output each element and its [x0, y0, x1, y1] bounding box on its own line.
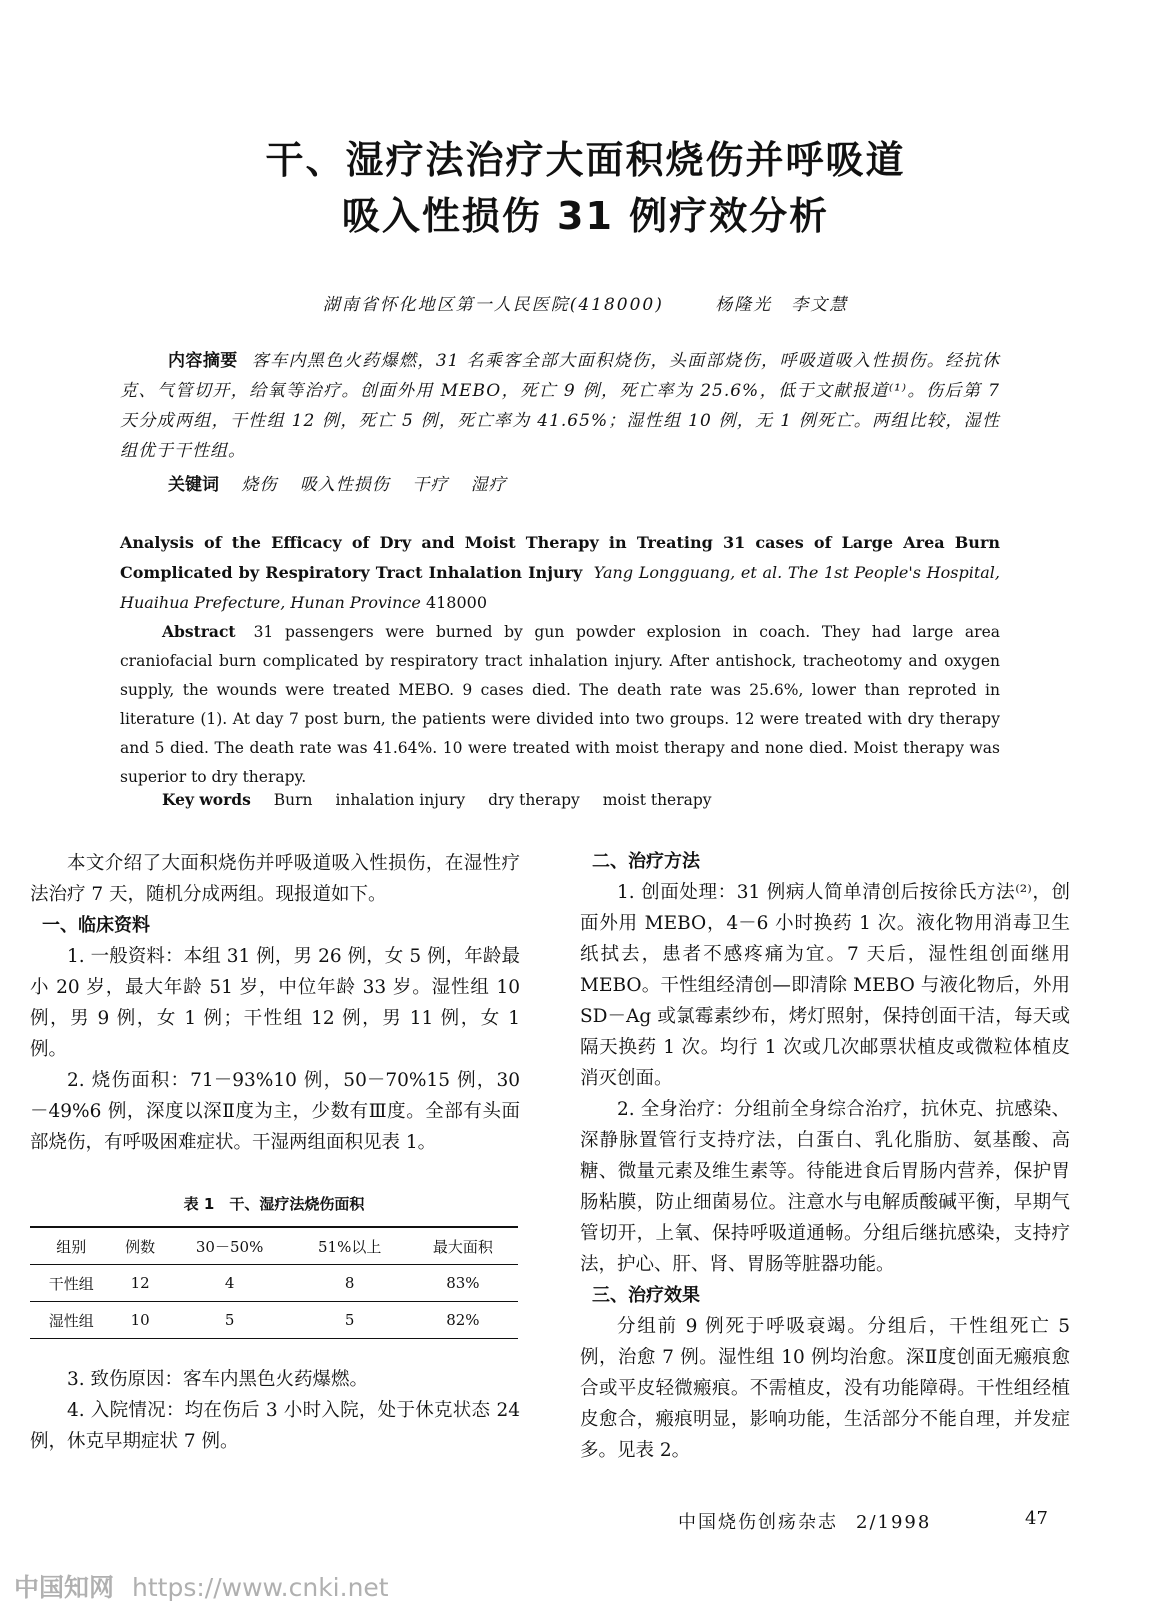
cnki-watermark [14, 1568, 389, 1604]
section-heading-results: 三、治疗效果 [592, 1285, 700, 1306]
page-number: 47 [1025, 1508, 1048, 1529]
cn-keyword: 干疗 [412, 475, 449, 495]
english-title: Analysis of the Efficacy of Dry and Moist Therapy in Treating 31 cases of Large Area Burn Complicated by Respiratory Tract Inhalation Injury [120, 533, 1000, 582]
cnki-logo: 中国知网 [14, 1573, 115, 1602]
author-names: 杨隆光 李文慧 [715, 295, 849, 315]
table-header-cell: 例数 [125, 1237, 156, 1256]
table-cell: 5 [224, 1311, 235, 1329]
paragraph-wound-care: 1. 创面处理：31 例病人简单清创后按徐氏方法⁽²⁾，创面外用 MEBO，4－6 小时换药 1 次。液化物用消毒卫生纸拭去，患者不感疼痛为宜。7 天后，湿性组创面继用 MEBO。干性组经清创—即清除 MEBO 与液化物后，外用 SD－Ag 或氯霉素纱布，烤灯照射，保持创面干洁，每天或隔天换药 1 次。均行 1 次或几次邮票状植皮或微粒体植皮消灭创面。 [580, 882, 1070, 1089]
table-header-cell: 51%以上 [317, 1237, 382, 1256]
burn-area-table [30, 1226, 518, 1339]
cn-keyword: 烧伤 [241, 475, 278, 495]
en-keyword: inhalation injury [335, 791, 466, 809]
section-heading-clinical: 一、临床资料 [42, 915, 150, 936]
cn-keyword: 吸入性损伤 [299, 475, 390, 495]
english-zip: 418000 [425, 593, 488, 612]
article-title [100, 132, 1071, 244]
cn-abstract-text: 客车内黑色火药爆燃，31 名乘客全部大面积烧伤，头面部烧伤，呼吸道吸入性损伤。经抗休克、气管切开，给氧等治疗。创面外用 MEBO，死亡 9 例，死亡率为 25.6%，低于文献报道⁽¹⁾。伤后第 7 天分成两组，干性组 12 例，死亡 5 例，死亡率为 41.65%；湿性组 10 例，无 1 例死亡。两组比较，湿性组优于干性组。 [120, 351, 1000, 461]
table-header-cell: 最大面积 [432, 1237, 493, 1256]
left-column [30, 848, 520, 1158]
paragraph-results: 分组前 9 例死于呼吸衰竭。分组后，干性组死亡 5 例，治愈 7 例。湿性组 10 例均治愈。深Ⅱ度创面无瘢痕愈合或平皮轻微瘢痕。不需植皮，没有功能障碍。干性组经植皮愈合，瘢痕明显，影响功能，生活部分不能自理，并发症多。见表 2。 [580, 1316, 1070, 1461]
chinese-keywords [168, 470, 523, 495]
en-keyword: dry therapy [488, 791, 580, 809]
table-cell: 4 [224, 1274, 235, 1292]
cn-keyword: 湿疗 [470, 475, 507, 495]
table-row [30, 1265, 518, 1302]
paragraph-burn-area: 2. 烧伤面积：71－93%10 例，50－70%15 例，30－49%6 例，深度以深Ⅱ度为主，少数有Ⅲ度。全部有头面部烧伤，有呼吸困难症状。干湿两组面积见表 1。 [30, 1070, 520, 1153]
title-line-2: 吸入性损伤 31 例疗效分析 [341, 194, 830, 238]
table-cell: 5 [344, 1311, 355, 1329]
table-header-cell: 30－50% [195, 1237, 264, 1256]
cnki-url: https://www.cnki.net [132, 1573, 389, 1602]
en-abstract-label: Abstract [162, 622, 236, 641]
journal-footer [678, 1508, 931, 1534]
table-cell: 湿性组 [48, 1311, 94, 1330]
journal-name: 中国烧伤创疡杂志 [678, 1512, 838, 1533]
author-line [0, 290, 1171, 315]
cn-abstract-label: 内容摘要 [168, 351, 238, 371]
title-line-1: 干、湿疗法治疗大面积烧伤并呼吸道 [265, 138, 906, 182]
intro-paragraph: 本文介绍了大面积烧伤并呼吸道吸入性损伤，在湿性疗法治疗 7 天，随机分成两组。现报道如下。 [30, 853, 520, 905]
english-keywords [162, 790, 730, 809]
cn-keywords-label: 关键词 [168, 475, 219, 495]
table-cell: 10 [130, 1311, 150, 1329]
en-keyword: moist therapy [602, 791, 712, 809]
english-title-block [120, 528, 1000, 618]
chinese-abstract [120, 346, 1000, 466]
left-column-bottom [30, 1364, 520, 1457]
paragraph-systemic-treatment: 2. 全身治疗：分组前全身综合治疗，抗休克、抗感染、深静脉置管行支持疗法，白蛋白、乳化脂肪、氨基酸、高糖、微量元素及维生素等。待能进食后胃肠内营养，保护胃肠粘膜，防止细菌易位。注意水与电解质酸碱平衡，早期气管切开，上氧、保持呼吸道通畅。分组后继抗感染，支持疗法，护心、肝、肾、胃肠等脏器功能。 [580, 1099, 1070, 1275]
right-column [580, 846, 1070, 1466]
table-row [30, 1302, 518, 1339]
en-keyword: Burn [273, 791, 313, 809]
table-cell: 83% [446, 1274, 480, 1292]
table-header-cell: 组别 [56, 1237, 87, 1256]
paragraph-general-data: 1. 一般资料：本组 31 例，男 26 例，女 5 例，年龄最小 20 岁，最大年龄 51 岁，中位年龄 33 岁。湿性组 10 例，男 9 例，女 1 例；干性组 12 例，男 11 例，女 1 例。 [30, 946, 520, 1060]
journal-issue: 2/1998 [856, 1512, 932, 1533]
table-header-row [30, 1227, 518, 1265]
table-cell: 8 [344, 1274, 355, 1292]
english-authors: Yang Longguang, et al. The 1st People's Hospital, Huaihua Prefecture, Hunan Province [120, 563, 1000, 612]
en-abstract-text: 31 passengers were burned by gun powder explosion in coach. They had large area craniofacial burn complicated by respiratory tract inhalation injury. After antishock, tracheotomy and oxygen supply, the wounds were treated MEBO. 9 cases died. The death rate was 25.6%, lower than reproted in literature (1). At day 7 post burn, the patients were divided into two groups. 12 were treated with dry therapy and 5 died. The death rate was 41.64%. 10 were treated with moist therapy and none died. Moist therapy was superior to dry therapy. [120, 623, 1000, 786]
table-cell: 82% [446, 1311, 480, 1329]
table-1 [30, 1193, 518, 1339]
paragraph-cause: 3. 致伤原因：客车内黑色火药爆燃。 [67, 1369, 369, 1390]
table-cell: 12 [130, 1274, 150, 1292]
paragraph-admission: 4. 入院情况：均在伤后 3 小时入院，处于休克状态 24 例，休克早期症状 7 例。 [30, 1400, 520, 1452]
table-caption: 表 1 干、湿疗法烧伤面积 [183, 1195, 365, 1213]
affiliation: 湖南省怀化地区第一人民医院(418000) [322, 295, 664, 315]
en-keywords-label: Key words [162, 790, 251, 809]
english-abstract [120, 617, 1000, 792]
section-heading-treatment: 二、治疗方法 [592, 851, 700, 872]
table-cell: 干性组 [48, 1274, 94, 1293]
